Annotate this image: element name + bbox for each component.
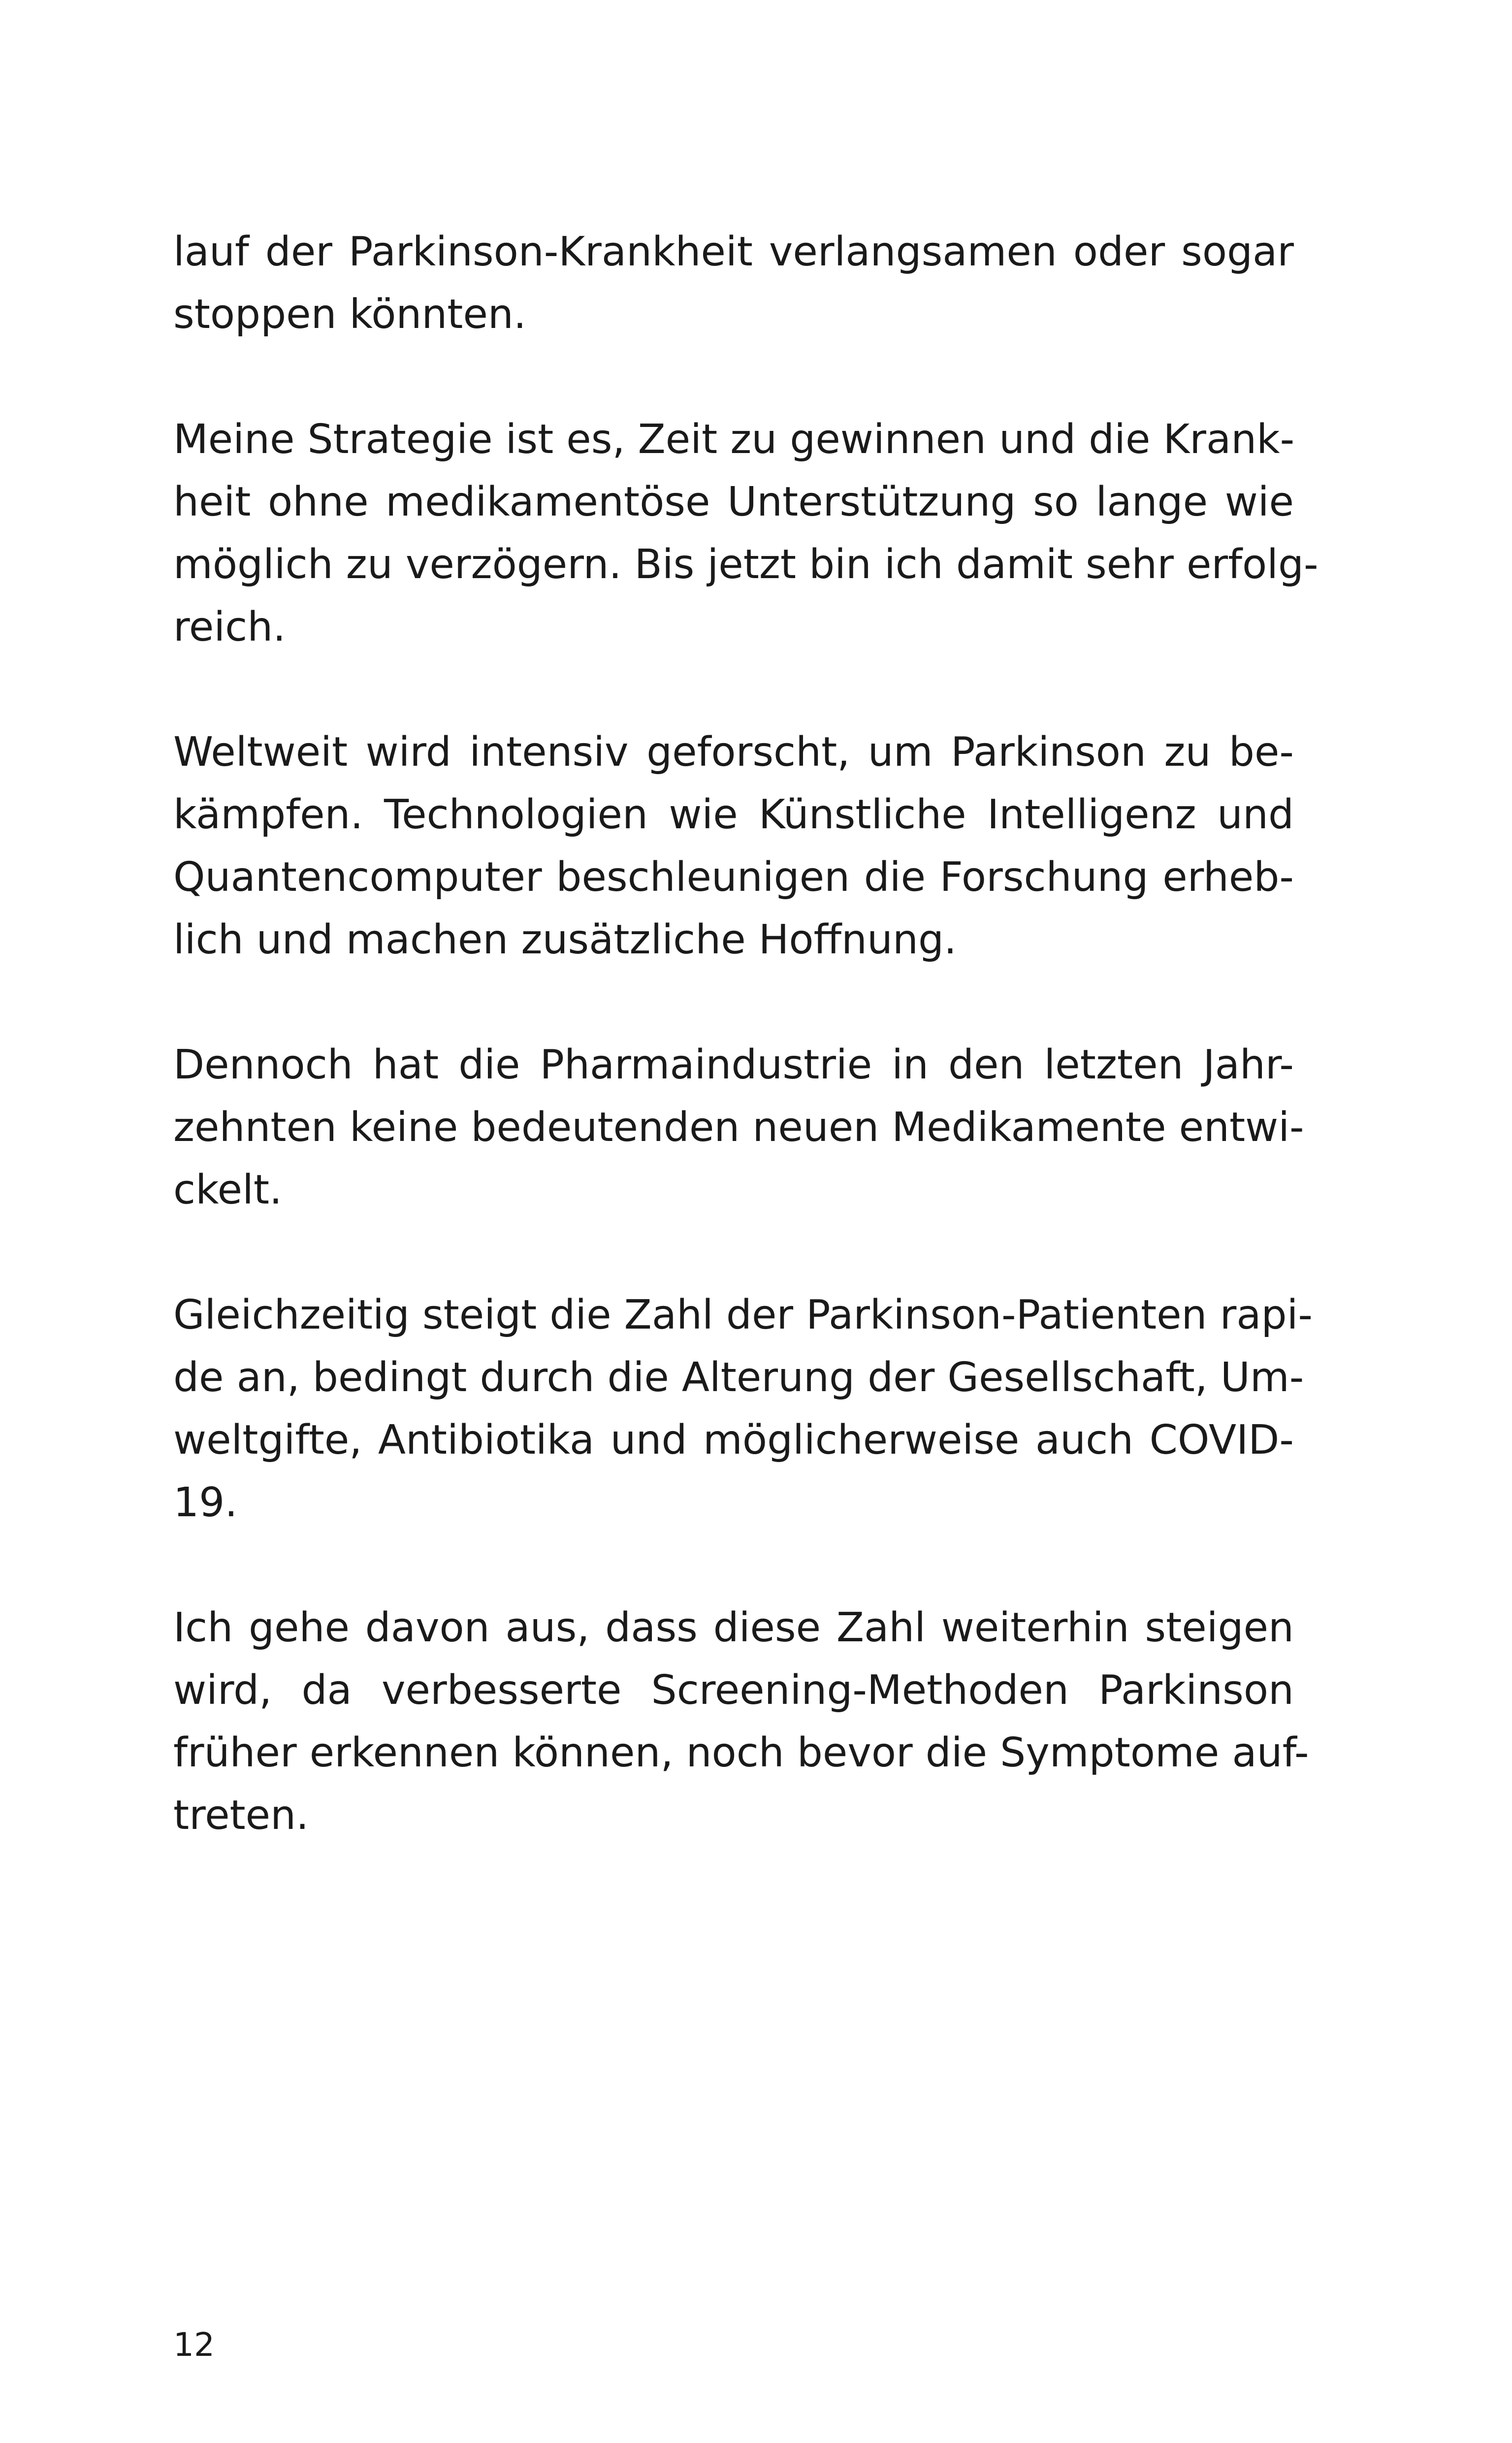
paragraph-2 <box>173 408 1319 658</box>
text-line: lauf der Parkinson-Krankheit verlangsamen oder sogar <box>173 228 1294 275</box>
page-number: 12 <box>173 2326 215 2364</box>
paragraph-gap <box>173 1534 1294 1596</box>
paragraph-gap <box>173 346 1294 408</box>
text-line: lich und machen zusätzliche Hoffnung. <box>173 916 957 963</box>
text-line: Meine Strategie ist es, Zeit zu gewinnen und die Krank- <box>173 416 1295 463</box>
text-line: früher erkennen können, noch bevor die Symptome auf- <box>173 1729 1309 1776</box>
text-line: Dennoch hat die Pharmaindustrie in den letzten Jahr- <box>173 1042 1294 1088</box>
text-line: zehnten keine bedeutenden neuen Medikamente entwi- <box>173 1104 1304 1151</box>
text-line: Weltweit wird intensiv geforscht, um Parkinson zu be- <box>173 729 1294 776</box>
paragraph-3 <box>173 721 1294 971</box>
text-line: Ich gehe davon aus, dass diese Zahl weiterhin steigen <box>173 1604 1294 1651</box>
text-line: weltgifte, Antibiotika und möglicherweise auch COVID- <box>173 1417 1294 1464</box>
paragraph-gap <box>173 971 1294 1034</box>
text-line: wird, da verbesserte Screening-Methoden Parkinson <box>173 1667 1294 1714</box>
text-line: de an, bedingt durch die Alterung der Gesellschaft, Um- <box>173 1354 1304 1401</box>
text-line: Quantencomputer beschleunigen die Forschung erheb- <box>173 854 1294 901</box>
text-line: treten. <box>173 1792 309 1839</box>
text-line: heit ohne medikamentöse Unterstützung so lange wie <box>173 479 1294 525</box>
paragraph-1 <box>173 221 1294 346</box>
text-line: Gleichzeitig steigt die Zahl der Parkinson-Patienten rapi- <box>173 1292 1313 1338</box>
paragraph-gap <box>173 658 1294 721</box>
paragraph-gap <box>173 1221 1294 1284</box>
text-line: ckelt. <box>173 1167 283 1213</box>
paragraph-6 <box>173 1596 1309 1847</box>
body-text <box>173 221 1319 1847</box>
text-line: kämpfen. Technologien wie Künstliche Intelligenz und <box>173 791 1294 838</box>
text-line: 19. <box>173 1479 238 1526</box>
text-line: stoppen könnten. <box>173 291 526 338</box>
paragraph-5 <box>173 1284 1313 1534</box>
paragraph-4 <box>173 1034 1304 1221</box>
text-line: reich. <box>173 604 286 651</box>
text-line: möglich zu verzögern. Bis jetzt bin ich damit sehr erfolg- <box>173 541 1319 588</box>
